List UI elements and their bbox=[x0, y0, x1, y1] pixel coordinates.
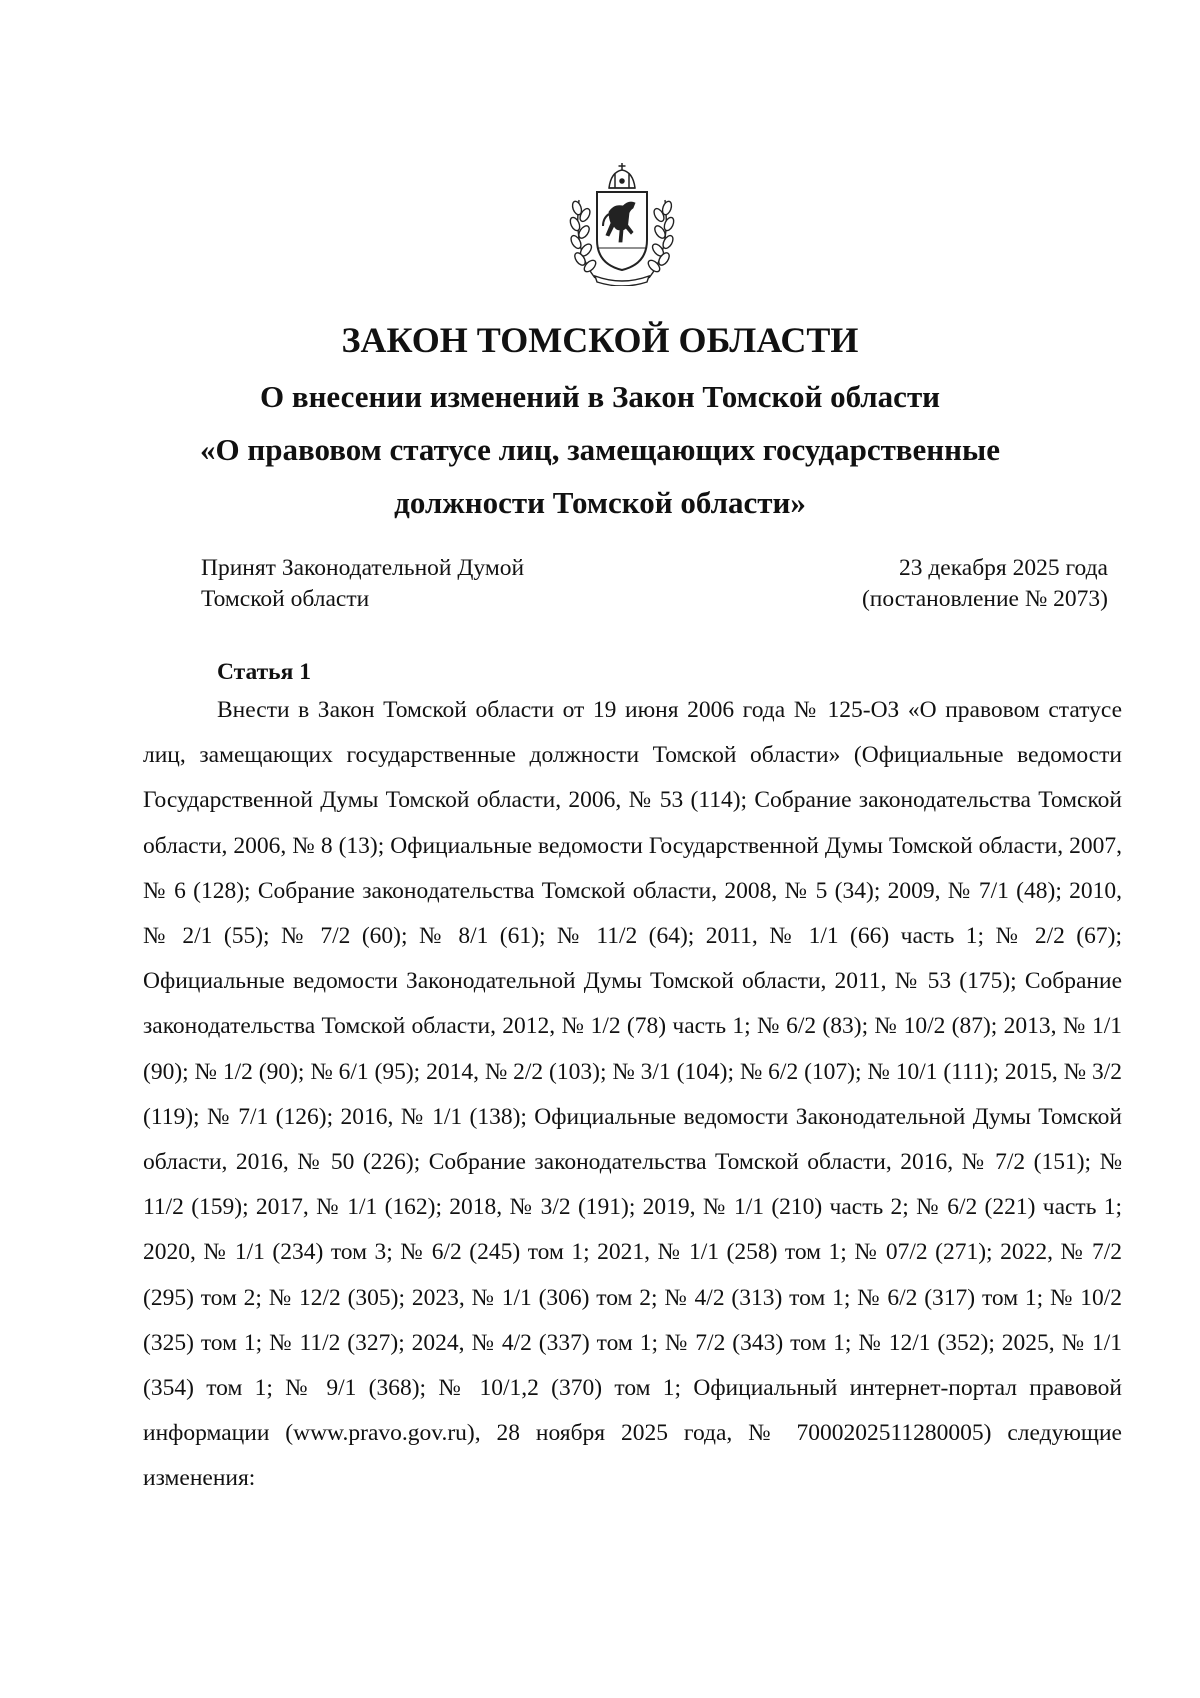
oak-branch-left-icon bbox=[568, 200, 597, 278]
crown-icon bbox=[609, 163, 635, 188]
adoption-date bbox=[862, 553, 1108, 615]
adoption-resolution-line: (постановление № 2073) bbox=[861, 586, 1108, 612]
tomsk-oblast-coat-of-arms-icon bbox=[559, 160, 685, 286]
coat-of-arms bbox=[559, 160, 685, 286]
oak-branch-right-icon bbox=[646, 200, 675, 278]
ribbon-icon bbox=[595, 276, 649, 286]
adoption-body bbox=[201, 553, 524, 615]
article-text: Внести в Закон Томской области от 19 июня 2006 года № 125-ОЗ «О правовом статусе лиц, замещающих государственные должности Томской области» (Официальные ведомости Государственной Думы Томской области, 2006, № 53 (114); Собрание законодательства Томской области, 2006, № 8 (13); Официальные ведомости Государственной Думы Томской области, 2007, № 6 (128); Собрание законодательства Томской области, 2008, № 5 (34); 2009, № 7/1 (48); 2010, № 2/1 (55); № 7/2 (60); № 8/1 (61); № 11/2 (64); 2011, № 1/1 (66) часть 1; № 2/2 (67); Официальные ведомости Законодательной Думы Томской области, 2011, № 53 (175); Собрание законодательства Томской области, 2012, № 1/2 (78) часть 1; № 6/2 (83); № 10/2 (87); 2013, № 1/1 (90); № 1/2 (90); № 6/1 (95); 2014, № 2/2 (103); № 3/1 (104); № 6/2 (107); № 10/1 (111); 2015, № 3/2 (119); № 7/1 (126); 2016, № 1/1 (138); Официальные ведомости Законодательной Думы Томской области, 2016, № 50 (226); Собрание законодательства Томской области, 2016, № 7/2 (151); № 11/2 (159); 2017, № 1/1 (162); 2018, № 3/2 (191); 2019, № 1/1 (210) часть 2; № 6/2 (221) часть 1; 2020, № 1/1 (234) том 3; № 6/2 (245) том 1; 2021, № 1/1 (258) том 1; № 07/2 (271); 2022, № 7/2 (295) том 2; № 12/2 (305); 2023, № 1/1 (306) том 2; № 4/2 (313) том 1; № 6/2 (317) том 1; № 10/2 (325) том 1; № 11/2 (327); 2024, № 4/2 (337) том 1; № 7/2 (343) том 1; № 12/1 (352); 2025, № 1/1 (354) том 1; № 9/1 (368); № 10/1,2 (370) том 1; Официальный интернет-портал правовой информации (www.pravo.gov.ru), 28 ноября 2025 года, № 7000202511280005) следующие изменения: bbox=[143, 697, 1122, 1492]
law-subtitle-line: О внесении изменений в Закон Томской области bbox=[259, 379, 941, 414]
law-title: ЗАКОН ТОМСКОЙ ОБЛАСТИ bbox=[341, 320, 859, 360]
adoption-body-line: Принят Законодательной Думой bbox=[201, 555, 525, 581]
law-subtitle-line: «О правовом статусе лиц, замещающих государственные bbox=[200, 432, 1000, 467]
adoption-date-line: 23 декабря 2025 года bbox=[898, 555, 1108, 581]
law-subtitle bbox=[0, 370, 1200, 529]
law-subtitle-line: должности Томской области» bbox=[394, 485, 806, 520]
article-heading: Статья 1 bbox=[217, 659, 311, 685]
adoption-body-line: Томской области bbox=[201, 586, 370, 612]
